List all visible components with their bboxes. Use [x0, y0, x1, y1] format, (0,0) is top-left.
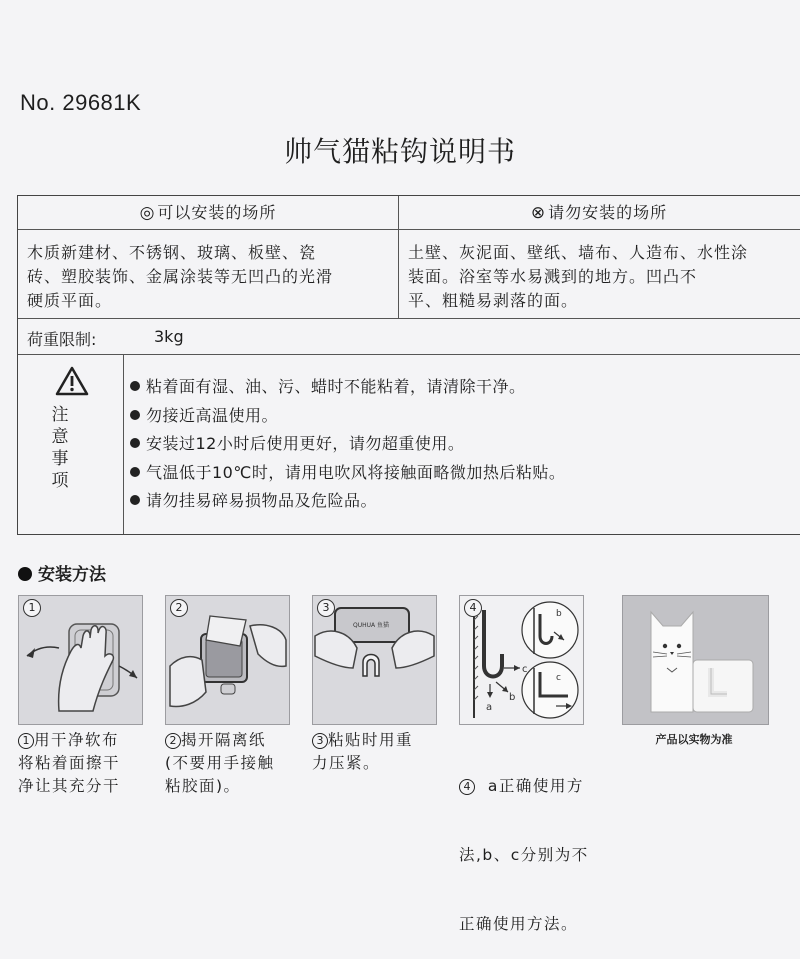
install-heading-text: 安装方法	[38, 565, 106, 585]
note-text: 勿接近高温使用。	[146, 405, 279, 425]
step-1-illustration	[18, 595, 143, 725]
label-a: a	[486, 702, 493, 713]
no-line: 土壁、灰泥面、壁纸、墙布、人造布、水性涂	[408, 243, 749, 262]
ok-locations-header	[18, 197, 398, 229]
step-2-text	[165, 729, 275, 798]
step-number-badge: 1	[23, 599, 41, 617]
step-line: 力压紧。	[312, 754, 381, 772]
no-line: 平、粗糙易剥落的面。	[408, 291, 579, 310]
note-text: 请勿挂易碎易损物品及危险品。	[146, 491, 378, 510]
bullet-icon	[130, 410, 140, 420]
step-line: 粘胶面)。	[165, 777, 241, 795]
press-hook-icon	[313, 596, 436, 724]
step-1-text	[18, 729, 120, 798]
bullet-icon	[130, 438, 140, 448]
notes-list	[130, 373, 565, 516]
model-number: No. 29681K	[20, 90, 142, 115]
label-c-inset: c	[556, 673, 561, 683]
note-text: 粘着面有湿、油、污、蜡时不能粘着，请清除干净。	[146, 377, 526, 396]
heading-bullet-icon	[18, 567, 32, 581]
step-3-text	[312, 729, 413, 775]
no-locations-text	[408, 241, 748, 313]
ok-locations-text	[27, 241, 333, 313]
prohibited-icon: ⊗	[530, 203, 547, 223]
step-number-icon: 1	[18, 733, 34, 749]
note-text: 气温低于10℃时，请用电吹风将接触面略微加热后粘贴。	[146, 462, 566, 482]
note-item	[130, 430, 565, 459]
ok-header-label: 可以安装的场所	[157, 203, 277, 222]
step-4-text	[459, 729, 589, 959]
step-line: 用干净软布	[34, 731, 120, 749]
load-limit-value: 3kg	[154, 327, 184, 346]
step-line: 将粘着面擦干	[18, 754, 121, 772]
ok-line: 木质新建材、不锈钢、玻璃、板壁、瓷	[27, 243, 317, 262]
no-line: 装面。浴室等水易溅到的地方。凹凸不	[408, 267, 698, 286]
label-b-inset: b	[556, 609, 562, 619]
step-line: a正确使用方	[475, 777, 584, 795]
notes-char: 项	[51, 471, 69, 491]
table-divider	[123, 354, 124, 534]
step-number-badge: 4	[464, 599, 482, 617]
warning-icon	[55, 366, 89, 396]
step-line: 揭开隔离纸	[181, 731, 267, 749]
load-limit-label: 荷重限制:	[27, 330, 97, 349]
spec-table	[17, 195, 800, 535]
note-item	[130, 402, 565, 431]
step-number-icon: 2	[165, 733, 181, 749]
install-heading	[18, 560, 106, 585]
note-text: 安装过12小时后使用更好，请勿超重使用。	[146, 434, 465, 453]
step-4-illustration	[459, 595, 584, 725]
peel-liner-icon	[166, 596, 289, 724]
step-number-badge: 2	[170, 599, 188, 617]
step-line: 净让其充分干	[18, 777, 121, 795]
step-line: 法,b、c分别为不	[459, 846, 589, 864]
step-line: (不要用手接触	[165, 754, 275, 772]
notes-char: 意	[51, 427, 69, 447]
bullet-icon	[130, 381, 140, 391]
table-rule	[18, 229, 800, 230]
step-number-badge: 3	[317, 599, 335, 617]
table-rule	[18, 354, 800, 355]
notes-label	[50, 404, 70, 492]
hook-usage-diagram	[460, 596, 583, 724]
step-number-icon: 4	[459, 779, 475, 795]
ok-line: 硬质平面。	[27, 291, 113, 310]
notes-char: 事	[51, 449, 69, 469]
bullet-icon	[130, 495, 140, 505]
step-line: 正确使用方法。	[459, 915, 579, 933]
note-item	[130, 373, 565, 402]
label-b: b	[509, 692, 516, 703]
ok-line: 砖、塑胶装饰、金属涂装等无凹凸的光滑	[27, 267, 334, 286]
document-title: 帅气猫粘钩说明书	[283, 135, 516, 168]
hook-brand-text: QUHUA 鱼猫	[352, 622, 390, 629]
table-rule	[18, 318, 800, 319]
ok-circle-icon: ◎	[139, 203, 156, 223]
note-item	[130, 459, 565, 488]
step-number-icon: 3	[312, 733, 328, 749]
bullet-icon	[130, 467, 140, 477]
no-header-label: 请勿安装的场所	[548, 203, 668, 222]
step-line: 粘贴时用重	[328, 731, 414, 749]
cat-hook-product-image	[623, 596, 768, 724]
step-2-illustration	[165, 595, 290, 725]
note-item	[130, 487, 565, 516]
label-c: c	[522, 664, 528, 675]
step-3-illustration	[312, 595, 437, 725]
product-caption: 产品以实物为准	[655, 733, 733, 746]
no-locations-header	[399, 197, 799, 229]
wipe-surface-icon	[19, 596, 142, 724]
notes-char: 注	[51, 405, 69, 425]
product-photo	[622, 595, 769, 725]
